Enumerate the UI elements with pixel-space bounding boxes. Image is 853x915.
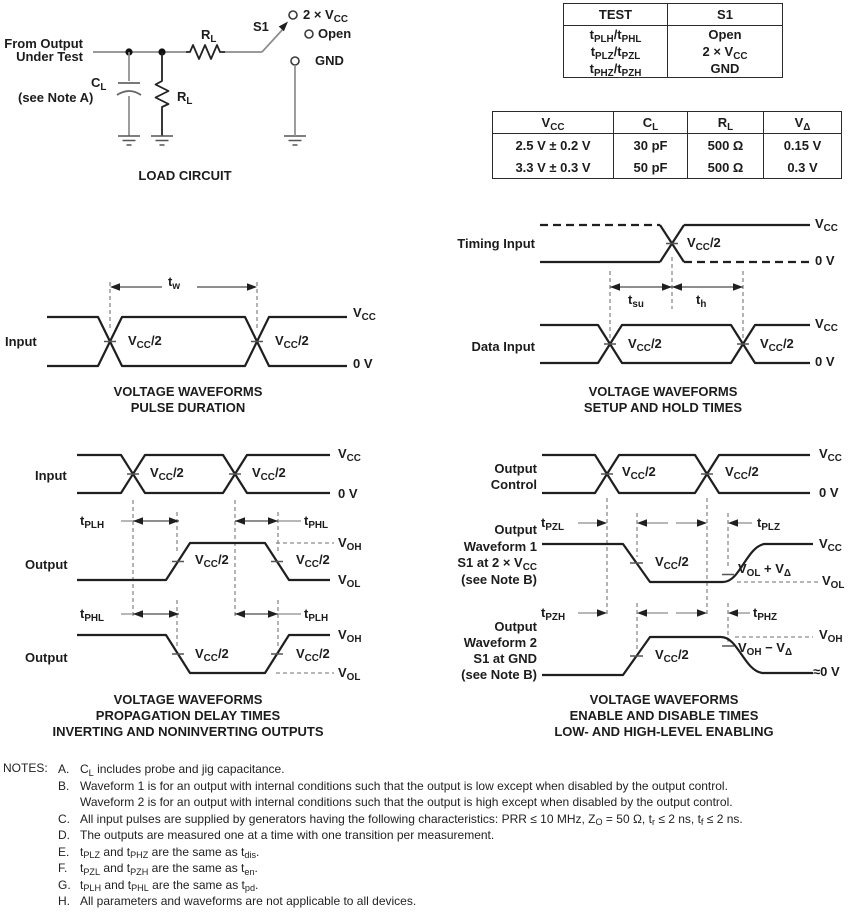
conditions-header-cl: $C_L$: [614, 112, 688, 134]
table-cell: 500 Ω: [688, 134, 764, 157]
load-circuit-caption: LOAD CIRCUIT: [138, 168, 232, 183]
output-control-label: [491, 461, 537, 492]
shunt-rl-label: $R_L$: [177, 89, 193, 107]
note-letter: D.: [58, 828, 70, 842]
waveform2-line2: Waveform 2: [463, 635, 537, 650]
tplh-label: $t_{PLH}$: [80, 513, 105, 531]
setup-hold-caption: [535, 384, 791, 416]
vol-level-label: $V_{OL}$: [822, 573, 845, 591]
voh-level-label: $V_{OH}$: [819, 627, 843, 645]
vcc-level-label: $V_{CC}$: [815, 216, 838, 234]
table-cell: 0.3 V: [764, 156, 842, 179]
tw-label: $t_w$: [168, 274, 181, 292]
note-row: [58, 778, 850, 795]
vcc2-label: $V_{CC}/2$: [655, 554, 689, 572]
zero-level-label: 0 V: [338, 486, 358, 501]
test-s1-table: [563, 3, 783, 78]
timing-input-label: Timing Input: [457, 236, 535, 251]
note-row: [58, 844, 850, 861]
vcc2-label: $V_{CC}/2$: [687, 235, 721, 253]
table-cell: 30 pF: [614, 134, 688, 157]
conditions-header-rl: $R_L$: [688, 112, 764, 134]
from-output-line1: From Output: [4, 36, 83, 51]
th-label: $t_h$: [696, 292, 707, 310]
table-cell: 2.5 V ± 0.2 V: [515, 137, 591, 153]
vcc2-label: $V_{CC}/2$: [628, 336, 662, 354]
table-cell: $t_{PHZ}/t_{PZH}$: [589, 61, 642, 79]
tpzh-label: $t_{PZH}$: [541, 605, 566, 623]
from-output-line2: Under Test: [16, 49, 83, 64]
note-text: $t_{PLZ}$ and $t_{PHZ}$ are the same as $t_{dis}$.: [80, 844, 260, 860]
vcc2-label: $V_{CC}/2$: [296, 646, 330, 664]
caption-line: VOLTAGE WAVEFORMS: [588, 384, 738, 399]
table-cell: 500 Ω: [688, 156, 764, 179]
tphl-label: $t_{PHL}$: [304, 513, 329, 531]
switch-terminal-gnd: [291, 57, 299, 65]
vcc-level-label: $V_{CC}$: [353, 305, 376, 323]
vcc2-label: $V_{CC}/2$: [296, 552, 330, 570]
note-text: $t_{PZL}$ and $t_{PZH}$ are the same as $t_{en}$.: [80, 861, 258, 877]
note-text: All input pulses are supplied by generators having the following characteristics: PRR ≤ 10 MHz, $Z_O = 50$ Ω, $t_r \le 2$ ns, $t_f \le 2$ ns.: [80, 811, 743, 827]
waveform1-line4: (see Note B): [461, 571, 537, 587]
note-text: Waveform 2 is for an output with internal conditions such that the output is high except when disabled by the output control.: [80, 795, 733, 809]
caption-line: SETUP AND HOLD TIMES: [583, 399, 743, 415]
caption-line: VOLTAGE WAVEFORMS: [589, 692, 739, 707]
series-resistor-symbol: [186, 45, 225, 59]
table-cell: $2 \times V_{CC}$: [668, 43, 783, 60]
note-letter: G.: [58, 877, 71, 892]
note-letter: A.: [58, 762, 70, 776]
ground-symbol: [118, 136, 140, 145]
vcc2-label: $V_{CC}/2$: [128, 333, 162, 351]
vcc2-label: $V_{CC}/2$: [195, 552, 229, 570]
note-letter: C.: [58, 811, 70, 826]
note-row: [58, 893, 850, 910]
shunt-resistor-symbol: [156, 78, 169, 110]
tphz-label: $t_{PHZ}$: [753, 605, 778, 623]
note-row: [58, 860, 850, 877]
notes-title: NOTES:: [3, 761, 48, 775]
switch-pos-gnd-label: GND: [315, 53, 344, 68]
conditions-table: [492, 111, 842, 179]
tpzl-label: $t_{PZL}$: [541, 515, 564, 533]
vol-level-label: $V_{OL}$: [338, 572, 361, 590]
pulse-duration-waveform: [47, 282, 347, 366]
output-control-line2: Control: [490, 476, 537, 492]
note-text: Waveform 1 is for an output with internal conditions such that the output is low except when disabled by the output control.: [80, 778, 728, 793]
vcc-level-label: $V_{CC}$: [819, 536, 842, 554]
notes-list: [58, 761, 850, 910]
cl-label: $C_L$: [91, 75, 107, 93]
table-cell: Open: [668, 26, 783, 44]
switch-pos-2vcc-label: $2 \times V_{CC}$: [303, 7, 348, 25]
note-row: [58, 794, 850, 811]
table-row: [564, 43, 783, 60]
note-letter: H.: [58, 894, 70, 908]
zero-level-label: 0 V: [815, 354, 835, 369]
zero-level-label: 0 V: [815, 253, 835, 268]
note-letter: E.: [58, 844, 70, 859]
table-row: [564, 26, 783, 44]
switch-terminal-2vcc: [289, 11, 297, 19]
waveform1-line2: Waveform 1: [463, 538, 537, 554]
switch-arrowhead: [279, 22, 288, 32]
note-row: [58, 877, 850, 894]
switch-terminal-open: [305, 30, 313, 38]
table-row: [493, 156, 842, 179]
waveform2-line4: (see Note B): [461, 667, 537, 682]
waveform1-line1: Output: [494, 522, 537, 537]
waveform2-label: [461, 619, 537, 683]
vcc2-label: $V_{CC}/2$: [275, 333, 309, 351]
vcc2-label: $V_{CC}/2$: [150, 465, 184, 483]
table-cell: $t_{PLZ}/t_{PZL}$: [590, 44, 641, 62]
conditions-header-vdelta: $V_\Delta$: [764, 112, 842, 134]
tplz-label: $t_{PLZ}$: [757, 515, 780, 533]
note-text: $C_L$ includes probe and jig capacitance.: [80, 762, 285, 778]
tphl-label: $t_{PHL}$: [80, 606, 105, 624]
waveform2-line1: Output: [494, 619, 537, 634]
table-cell: 3.3 V ± 0.3 V: [515, 159, 591, 175]
table-row: [493, 134, 842, 157]
note-text: All parameters and waveforms are not applicable to all devices.: [80, 894, 417, 908]
pulse-caption: [60, 384, 316, 416]
caption-line: VOLTAGE WAVEFORMS: [113, 384, 263, 399]
vol-plus-vdelta-label: $V_{OL} + V_\Delta$: [738, 561, 791, 579]
caption-line: PROPAGATION DELAY TIMES: [95, 707, 281, 723]
note-letter: B.: [58, 778, 70, 793]
vcc2-label: $V_{CC}/2$: [622, 464, 656, 482]
zero-level-label: 0 V: [819, 485, 839, 500]
approx-zero-level-label: ≈0 V: [813, 664, 840, 679]
cl-note-label: (see Note A): [18, 90, 94, 105]
caption-line: ENABLE AND DISABLE TIMES: [569, 707, 759, 723]
s1-label: S1: [253, 19, 269, 34]
vcc2-label: $V_{CC}/2$: [195, 646, 229, 664]
prop-output1-label: Output: [25, 557, 68, 572]
vcc2-label: $V_{CC}/2$: [725, 464, 759, 482]
test-table-header-s1: S1: [668, 4, 783, 26]
zero-level-label: 0 V: [353, 356, 373, 371]
vcc-level-label: $V_{CC}$: [819, 446, 842, 464]
prop-delay-caption: [30, 692, 346, 739]
voh-minus-vdelta-label: $V_{OH} - V_\Delta$: [738, 640, 793, 658]
note-row: [58, 827, 850, 844]
vcc2-label: $V_{CC}/2$: [760, 336, 794, 354]
vcc-level-label: $V_{CC}$: [815, 316, 838, 334]
vol-level-label: $V_{OL}$: [338, 665, 361, 683]
waveform1-label: [457, 522, 537, 588]
caption-line: INVERTING AND NONINVERTING OUTPUTS: [52, 723, 324, 739]
caption-line: LOW- AND HIGH-LEVEL ENABLING: [554, 723, 774, 739]
note-text: $t_{PLH}$ and $t_{PHL}$ are the same as $t_{pd}$.: [80, 877, 259, 893]
output-control-line1: Output: [494, 461, 537, 476]
note-letter: [58, 794, 80, 811]
table-row: [564, 60, 783, 78]
waveform2-line3: S1 at GND: [473, 651, 537, 666]
note-row: [58, 761, 850, 778]
vcc-level-label: $V_{CC}$: [338, 446, 361, 464]
note-letter: F.: [58, 861, 68, 875]
test-table-header-test: TEST: [564, 4, 668, 26]
series-rl-label: $R_L$: [201, 27, 217, 45]
conditions-header-vcc: $V_{CC}$: [493, 112, 614, 134]
voh-level-label: $V_{OH}$: [338, 535, 362, 553]
table-cell: $t_{PLH}/t_{PHL}$: [589, 27, 642, 45]
vcc2-label: $V_{CC}/2$: [655, 647, 689, 665]
vcc2-label: $V_{CC}/2$: [252, 465, 286, 483]
table-cell: 50 pF: [614, 156, 688, 179]
tplh-label: $t_{PLH}$: [304, 606, 329, 624]
caption-line: VOLTAGE WAVEFORMS: [113, 692, 263, 707]
pulse-input-label: Input: [5, 334, 37, 349]
prop-input-label: Input: [35, 468, 67, 483]
tsu-label: $t_{su}$: [628, 292, 644, 310]
ground-symbol: [151, 136, 173, 145]
switch-pos-open-label: Open: [318, 26, 352, 41]
enable-disable-caption: [506, 692, 822, 739]
note-text: The outputs are measured one at a time with one transition per measurement.: [80, 828, 495, 842]
voh-level-label: $V_{OH}$: [338, 627, 362, 645]
note-row: [58, 811, 850, 828]
caption-line: PULSE DURATION: [130, 399, 246, 415]
prop-output2-label: Output: [25, 650, 68, 665]
waveform1-line3: S1 at $2 \times V_{CC}$: [457, 555, 537, 573]
table-cell: 0.15 V: [764, 134, 842, 157]
data-input-label: Data Input: [471, 339, 535, 354]
table-cell: GND: [668, 60, 783, 78]
from-output-label: [4, 37, 83, 63]
ground-symbol: [284, 136, 306, 145]
